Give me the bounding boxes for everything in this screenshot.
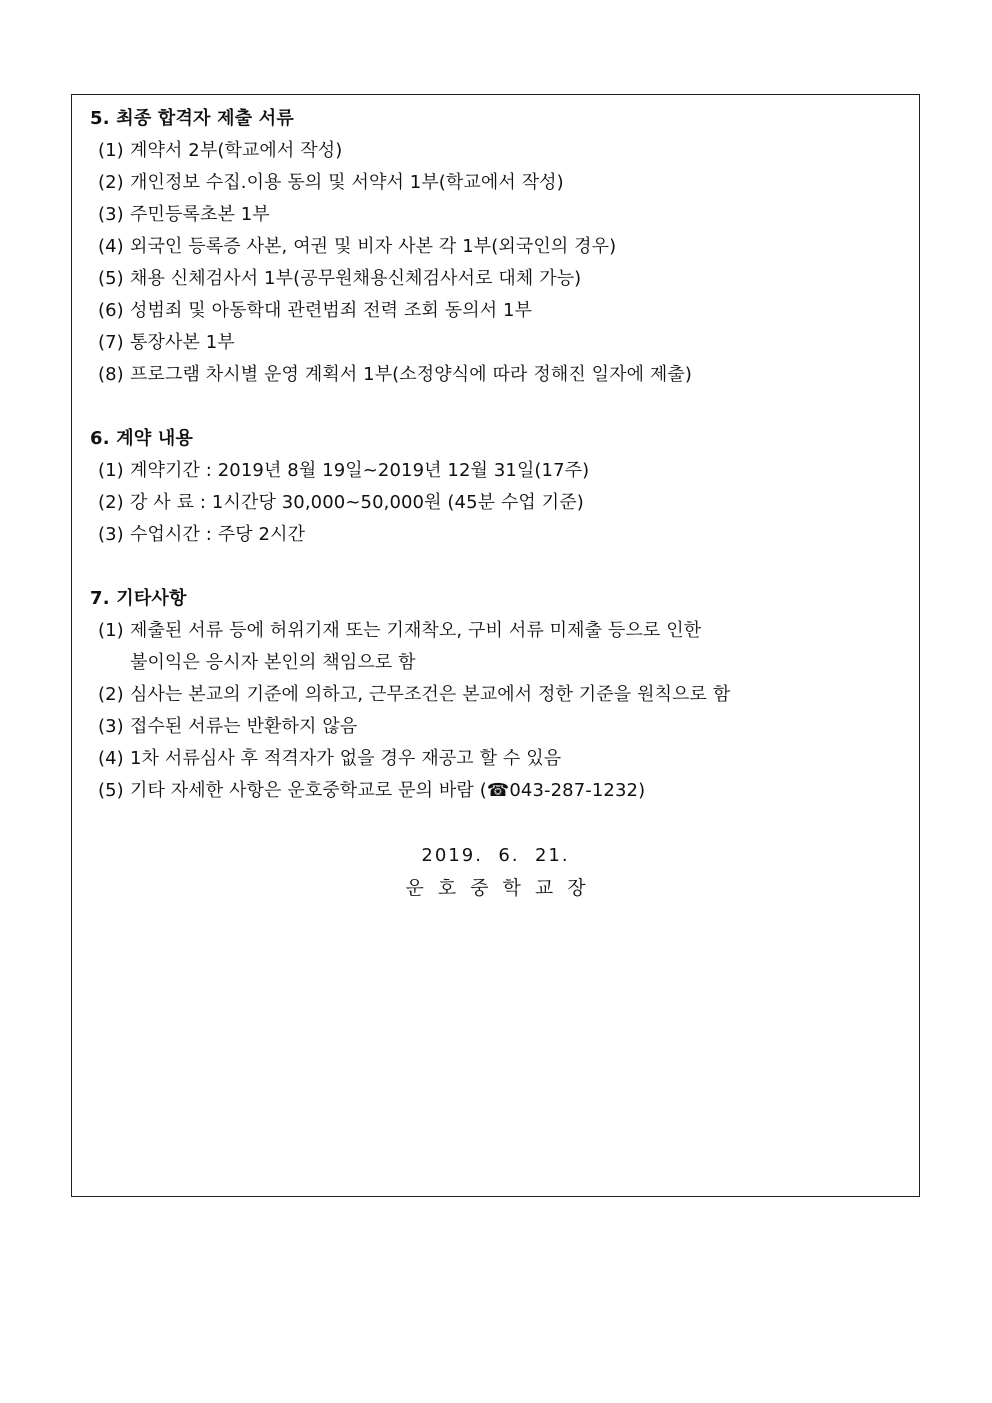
item-number: (1)	[98, 140, 124, 161]
list-item	[90, 199, 909, 231]
item-text: 제출된 서류 등에 허위기재 또는 기재착오, 구비 서류 미제출 등으로 인한	[130, 620, 702, 641]
item-number: (7)	[98, 332, 124, 353]
item-number: (4)	[98, 748, 124, 769]
item-text: 주민등록초본 1부	[130, 204, 270, 225]
item-text: 통장사본 1부	[130, 332, 235, 353]
document-footer	[72, 840, 919, 904]
issue-date: 2019. 6. 21.	[421, 845, 570, 866]
list-item	[90, 295, 909, 327]
list-item	[90, 519, 909, 551]
item-text: 기타 자세한 사항은 운호중학교로 문의 바람 (☎043-287-1232)	[130, 780, 646, 801]
item-number: (2)	[98, 684, 124, 705]
document-frame	[71, 94, 920, 1197]
item-text: 성범죄 및 아동학대 관련범죄 전력 조회 동의서 1부	[130, 300, 533, 321]
item-text: 수업시간 : 주당 2시간	[130, 524, 306, 545]
list-item	[90, 775, 909, 807]
item-number: (5)	[98, 268, 124, 289]
item-number: (2)	[98, 172, 124, 193]
list-item	[90, 263, 909, 295]
item-text: 계약기간 : 2019년 8월 19일~2019년 12월 31일(17주)	[130, 460, 590, 481]
item-number: (5)	[98, 780, 124, 801]
list-item	[90, 327, 909, 359]
list-item	[90, 135, 909, 167]
section-other-notes	[90, 583, 909, 807]
item-text: 1차 서류심사 후 적격자가 없을 경우 재공고 할 수 있음	[130, 748, 562, 769]
item-number: (6)	[98, 300, 124, 321]
list-item	[90, 615, 909, 647]
item-number: (4)	[98, 236, 124, 257]
section-final-documents	[90, 103, 909, 391]
section-heading: 6. 계약 내용	[90, 428, 194, 449]
item-text: 심사는 본교의 기준에 의하고, 근무조건은 본교에서 정한 기준을 원칙으로 함	[130, 684, 731, 705]
item-text: 개인정보 수집.이용 동의 및 서약서 1부(학교에서 작성)	[130, 172, 564, 193]
item-number: (8)	[98, 364, 124, 385]
section-heading: 7. 기타사항	[90, 588, 187, 609]
list-item	[90, 487, 909, 519]
item-text: 강 사 료 : 1시간당 30,000~50,000원 (45분 수업 기준)	[130, 492, 584, 513]
item-number: (3)	[98, 524, 124, 545]
item-text: 외국인 등록증 사본, 여권 및 비자 사본 각 1부(외국인의 경우)	[130, 236, 617, 257]
item-number: (2)	[98, 492, 124, 513]
section-heading: 5. 최종 합격자 제출 서류	[90, 108, 294, 129]
list-item	[90, 743, 909, 775]
item-number: (1)	[98, 620, 124, 641]
item-number: (1)	[98, 460, 124, 481]
list-item	[90, 167, 909, 199]
item-text: 접수된 서류는 반환하지 않음	[130, 716, 358, 737]
list-item	[90, 231, 909, 263]
signer-title: 운호중학교장	[405, 877, 600, 899]
list-item	[90, 711, 909, 743]
list-item	[90, 679, 909, 711]
list-item-continuation: 불이익은 응시자 본인의 책임으로 함	[130, 652, 416, 673]
item-text: 채용 신체검사서 1부(공무원채용신체검사서로 대체 가능)	[130, 268, 582, 289]
item-number: (3)	[98, 204, 124, 225]
document-content	[90, 103, 909, 839]
list-item	[90, 455, 909, 487]
section-contract-details	[90, 423, 909, 551]
item-number: (3)	[98, 716, 124, 737]
item-text: 계약서 2부(학교에서 작성)	[130, 140, 343, 161]
list-item	[90, 359, 909, 391]
item-text: 프로그램 차시별 운영 계획서 1부(소정양식에 따라 정해진 일자에 제출)	[130, 364, 693, 385]
